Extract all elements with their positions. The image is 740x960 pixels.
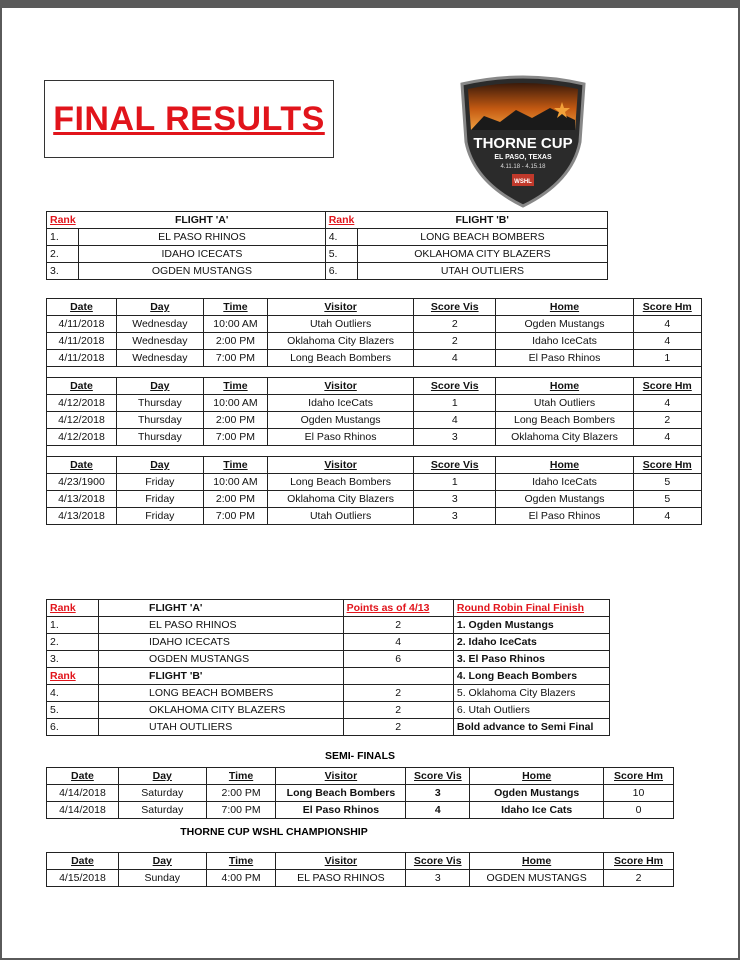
time-header: Time: [206, 853, 276, 870]
score-hm-cell: 4: [633, 508, 701, 525]
standings-rank: 4.: [47, 685, 99, 702]
score-vis-cell: 3: [414, 508, 496, 525]
standings-flight-a-heading: FLIGHT 'A': [99, 600, 344, 617]
time-cell: 10:00 AM: [203, 316, 267, 333]
flight-a-rank: 1.: [47, 229, 79, 246]
game-row: [47, 412, 702, 429]
visitor-cell: Oklahoma City Blazers: [268, 333, 414, 350]
time-cell: 7:00 PM: [206, 802, 276, 819]
visitor-header: Visitor: [276, 853, 406, 870]
game-row: [47, 508, 702, 525]
home-header: Home: [470, 768, 604, 785]
score-hm-header: Score Hm: [604, 768, 674, 785]
date-cell: 4/11/2018: [47, 333, 117, 350]
home-cell: Idaho IceCats: [496, 474, 633, 491]
visitor-cell: Long Beach Bombers: [268, 350, 414, 367]
column-header-row: [47, 768, 674, 785]
score-vis-header: Score Vis: [414, 378, 496, 395]
flight-a-team: IDAHO ICECATS: [79, 246, 326, 263]
flight-b-heading: FLIGHT 'B': [357, 212, 607, 229]
standings-row: [47, 719, 610, 736]
day-header: Day: [116, 299, 203, 316]
date-cell: 4/23/1900: [47, 474, 117, 491]
flight-b-rank-label: Rank: [325, 212, 357, 229]
score-vis-header: Score Vis: [414, 299, 496, 316]
column-header-row: [47, 378, 702, 395]
home-cell: Idaho Ice Cats: [470, 802, 604, 819]
flight-row: [47, 263, 608, 280]
standings-rank-label-b: Rank: [47, 668, 99, 685]
score-hm-cell: 5: [633, 491, 701, 508]
score-vis-header: Score Vis: [406, 853, 470, 870]
standings-team: UTAH OUTLIERS: [99, 719, 344, 736]
visitor-cell: Long Beach Bombers: [268, 474, 414, 491]
day-cell: Thursday: [116, 395, 203, 412]
game-row: [47, 802, 674, 819]
day-cell: Sunday: [118, 870, 206, 887]
home-cell: Ogden Mustangs: [470, 785, 604, 802]
score-hm-cell: 4: [633, 333, 701, 350]
flight-b-rank: 6.: [325, 263, 357, 280]
visitor-cell: Long Beach Bombers: [276, 785, 406, 802]
day-cell: Wednesday: [116, 316, 203, 333]
date-cell: 4/12/2018: [47, 395, 117, 412]
time-cell: 2:00 PM: [203, 491, 267, 508]
standings-rank: 1.: [47, 617, 99, 634]
day-header: Day: [116, 378, 203, 395]
score-vis-header: Score Vis: [414, 457, 496, 474]
semis-title: SEMI- FINALS: [325, 750, 395, 762]
visitor-cell: El Paso Rhinos: [268, 429, 414, 446]
score-hm-cell: 4: [633, 429, 701, 446]
time-cell: 10:00 AM: [203, 474, 267, 491]
score-hm-header: Score Hm: [633, 457, 701, 474]
time-cell: 2:00 PM: [203, 412, 267, 429]
standings-points: 2: [343, 719, 453, 736]
home-cell: Long Beach Bombers: [496, 412, 633, 429]
home-cell: Ogden Mustangs: [496, 491, 633, 508]
standings-flight-b-heading: FLIGHT 'B': [99, 668, 344, 685]
time-header: Time: [206, 768, 276, 785]
flight-row: [47, 246, 608, 263]
flight-b-rank: 4.: [325, 229, 357, 246]
visitor-cell: Utah Outliers: [268, 508, 414, 525]
day-header: Day: [116, 457, 203, 474]
game-row: [47, 350, 702, 367]
standings-team: EL PASO RHINOS: [99, 617, 344, 634]
score-hm-cell: 2: [604, 870, 674, 887]
score-hm-header: Score Hm: [604, 853, 674, 870]
standings-points: 4: [343, 634, 453, 651]
time-cell: 2:00 PM: [203, 333, 267, 350]
visitor-cell: El Paso Rhinos: [276, 802, 406, 819]
logo-title: THORNE CUP: [473, 135, 573, 152]
home-header: Home: [496, 378, 633, 395]
standings-row: [47, 651, 610, 668]
standings-row: [47, 702, 610, 719]
flight-a-heading: FLIGHT 'A': [79, 212, 326, 229]
home-cell: El Paso Rhinos: [496, 350, 633, 367]
date-cell: 4/14/2018: [47, 785, 119, 802]
day-cell: Friday: [116, 491, 203, 508]
logo-location: EL PASO, TEXAS: [494, 154, 552, 161]
game-row: [47, 316, 702, 333]
schedule-table: [46, 298, 702, 525]
standings-rank: 3.: [47, 651, 99, 668]
time-header: Time: [203, 378, 267, 395]
standings-empty-cell: [343, 668, 453, 685]
home-cell: OGDEN MUSTANGS: [470, 870, 604, 887]
score-hm-cell: 5: [633, 474, 701, 491]
standings-finish: 5. Oklahoma City Blazers: [453, 685, 609, 702]
spacer-row: [47, 446, 702, 457]
thorne-cup-logo: [454, 72, 592, 210]
standings-finish: 1. Ogden Mustangs: [453, 617, 609, 634]
home-cell: Utah Outliers: [496, 395, 633, 412]
time-cell: 7:00 PM: [203, 508, 267, 525]
standings-rank-label: Rank: [47, 600, 99, 617]
standings-points: 2: [343, 702, 453, 719]
score-vis-cell: 3: [406, 870, 470, 887]
score-vis-cell: 3: [414, 491, 496, 508]
home-cell: Ogden Mustangs: [496, 316, 633, 333]
score-hm-cell: 4: [633, 316, 701, 333]
time-cell: 4:00 PM: [206, 870, 276, 887]
score-vis-cell: 3: [414, 429, 496, 446]
standings-row: [47, 634, 610, 651]
page-title: FINAL RESULTS: [53, 99, 325, 138]
standings-finish: 6. Utah Outliers: [453, 702, 609, 719]
date-cell: 4/11/2018: [47, 350, 117, 367]
day-cell: Wednesday: [116, 350, 203, 367]
game-row: [47, 785, 674, 802]
column-header-row: [47, 299, 702, 316]
visitor-cell: Oklahoma City Blazers: [268, 491, 414, 508]
flight-b-team: OKLAHOMA CITY BLAZERS: [357, 246, 607, 263]
standings-finish: 2. Idaho IceCats: [453, 634, 609, 651]
score-vis-header: Score Vis: [406, 768, 470, 785]
score-hm-cell: 2: [633, 412, 701, 429]
column-header-row: [47, 853, 674, 870]
visitor-cell: EL PASO RHINOS: [276, 870, 406, 887]
flight-b-team: LONG BEACH BOMBERS: [357, 229, 607, 246]
title-box: [44, 80, 334, 158]
finish-heading: Round Robin Final Finish: [453, 600, 609, 617]
game-row: [47, 395, 702, 412]
visitor-cell: Idaho IceCats: [268, 395, 414, 412]
standings-team: IDAHO ICECATS: [99, 634, 344, 651]
date-header: Date: [47, 457, 117, 474]
day-cell: Thursday: [116, 429, 203, 446]
logo-dates: 4.11.18 - 4.15.18: [500, 164, 546, 170]
visitor-header: Visitor: [268, 457, 414, 474]
day-cell: Saturday: [118, 802, 206, 819]
game-row: [47, 429, 702, 446]
score-vis-cell: 3: [406, 785, 470, 802]
flights-table: [46, 211, 608, 280]
standings-rank: 6.: [47, 719, 99, 736]
spacer-cell: [47, 367, 702, 378]
day-cell: Friday: [116, 474, 203, 491]
visitor-header: Visitor: [276, 768, 406, 785]
standings-table: [46, 599, 610, 736]
date-header: Date: [47, 853, 119, 870]
time-header: Time: [203, 457, 267, 474]
date-header: Date: [47, 299, 117, 316]
championship-table: [46, 852, 674, 887]
championship-title: THORNE CUP WSHL CHAMPIONSHIP: [180, 826, 368, 838]
standings-rank: 2.: [47, 634, 99, 651]
time-header: Time: [203, 299, 267, 316]
standings-points: 2: [343, 685, 453, 702]
day-cell: Saturday: [118, 785, 206, 802]
flight-a-rank: 3.: [47, 263, 79, 280]
score-vis-cell: 1: [414, 474, 496, 491]
standings-row: [47, 617, 610, 634]
home-header: Home: [470, 853, 604, 870]
score-vis-cell: 1: [414, 395, 496, 412]
standings-points: 2: [343, 617, 453, 634]
score-vis-cell: 4: [406, 802, 470, 819]
standings-team: OGDEN MUSTANGS: [99, 651, 344, 668]
game-row: [47, 474, 702, 491]
day-cell: Friday: [116, 508, 203, 525]
score-vis-cell: 4: [414, 412, 496, 429]
document-page: [2, 8, 738, 958]
score-hm-header: Score Hm: [633, 378, 701, 395]
standings-team: LONG BEACH BOMBERS: [99, 685, 344, 702]
game-row: [47, 333, 702, 350]
score-vis-cell: 2: [414, 316, 496, 333]
day-cell: Thursday: [116, 412, 203, 429]
time-cell: 10:00 AM: [203, 395, 267, 412]
date-cell: 4/13/2018: [47, 491, 117, 508]
game-row: [47, 491, 702, 508]
flight-b-team: UTAH OUTLIERS: [357, 263, 607, 280]
date-cell: 4/12/2018: [47, 412, 117, 429]
points-heading: Points as of 4/13: [343, 600, 453, 617]
date-cell: 4/12/2018: [47, 429, 117, 446]
score-vis-cell: 2: [414, 333, 496, 350]
day-header: Day: [118, 768, 206, 785]
standings-finish: 4. Long Beach Bombers: [453, 668, 609, 685]
date-cell: 4/11/2018: [47, 316, 117, 333]
date-header: Date: [47, 378, 117, 395]
flight-a-team: OGDEN MUSTANGS: [79, 263, 326, 280]
standings-row: [47, 685, 610, 702]
home-cell: El Paso Rhinos: [496, 508, 633, 525]
logo-badge-text: WSHL: [514, 179, 532, 185]
date-cell: 4/13/2018: [47, 508, 117, 525]
semis-table: [46, 767, 674, 819]
standings-rank: 5.: [47, 702, 99, 719]
score-hm-header: Score Hm: [633, 299, 701, 316]
date-cell: 4/14/2018: [47, 802, 119, 819]
flight-b-rank: 5.: [325, 246, 357, 263]
score-hm-cell: 0: [604, 802, 674, 819]
flight-a-rank-label: Rank: [47, 212, 79, 229]
day-cell: Wednesday: [116, 333, 203, 350]
score-vis-cell: 4: [414, 350, 496, 367]
day-header: Day: [118, 853, 206, 870]
visitor-cell: Ogden Mustangs: [268, 412, 414, 429]
date-header: Date: [47, 768, 119, 785]
flight-a-rank: 2.: [47, 246, 79, 263]
flight-row: [47, 229, 608, 246]
game-row: [47, 870, 674, 887]
visitor-cell: Utah Outliers: [268, 316, 414, 333]
time-cell: 7:00 PM: [203, 429, 267, 446]
flight-a-team: EL PASO RHINOS: [79, 229, 326, 246]
spacer-row: [47, 367, 702, 378]
visitor-header: Visitor: [268, 299, 414, 316]
standings-points: 6: [343, 651, 453, 668]
standings-finish: Bold advance to Semi Final: [453, 719, 609, 736]
home-cell: Oklahoma City Blazers: [496, 429, 633, 446]
score-hm-cell: 1: [633, 350, 701, 367]
time-cell: 7:00 PM: [203, 350, 267, 367]
visitor-header: Visitor: [268, 378, 414, 395]
score-hm-cell: 4: [633, 395, 701, 412]
home-cell: Idaho IceCats: [496, 333, 633, 350]
home-header: Home: [496, 299, 633, 316]
score-hm-cell: 10: [604, 785, 674, 802]
column-header-row: [47, 457, 702, 474]
standings-finish: 3. El Paso Rhinos: [453, 651, 609, 668]
standings-team: OKLAHOMA CITY BLAZERS: [99, 702, 344, 719]
home-header: Home: [496, 457, 633, 474]
spacer-cell: [47, 446, 702, 457]
date-cell: 4/15/2018: [47, 870, 119, 887]
time-cell: 2:00 PM: [206, 785, 276, 802]
